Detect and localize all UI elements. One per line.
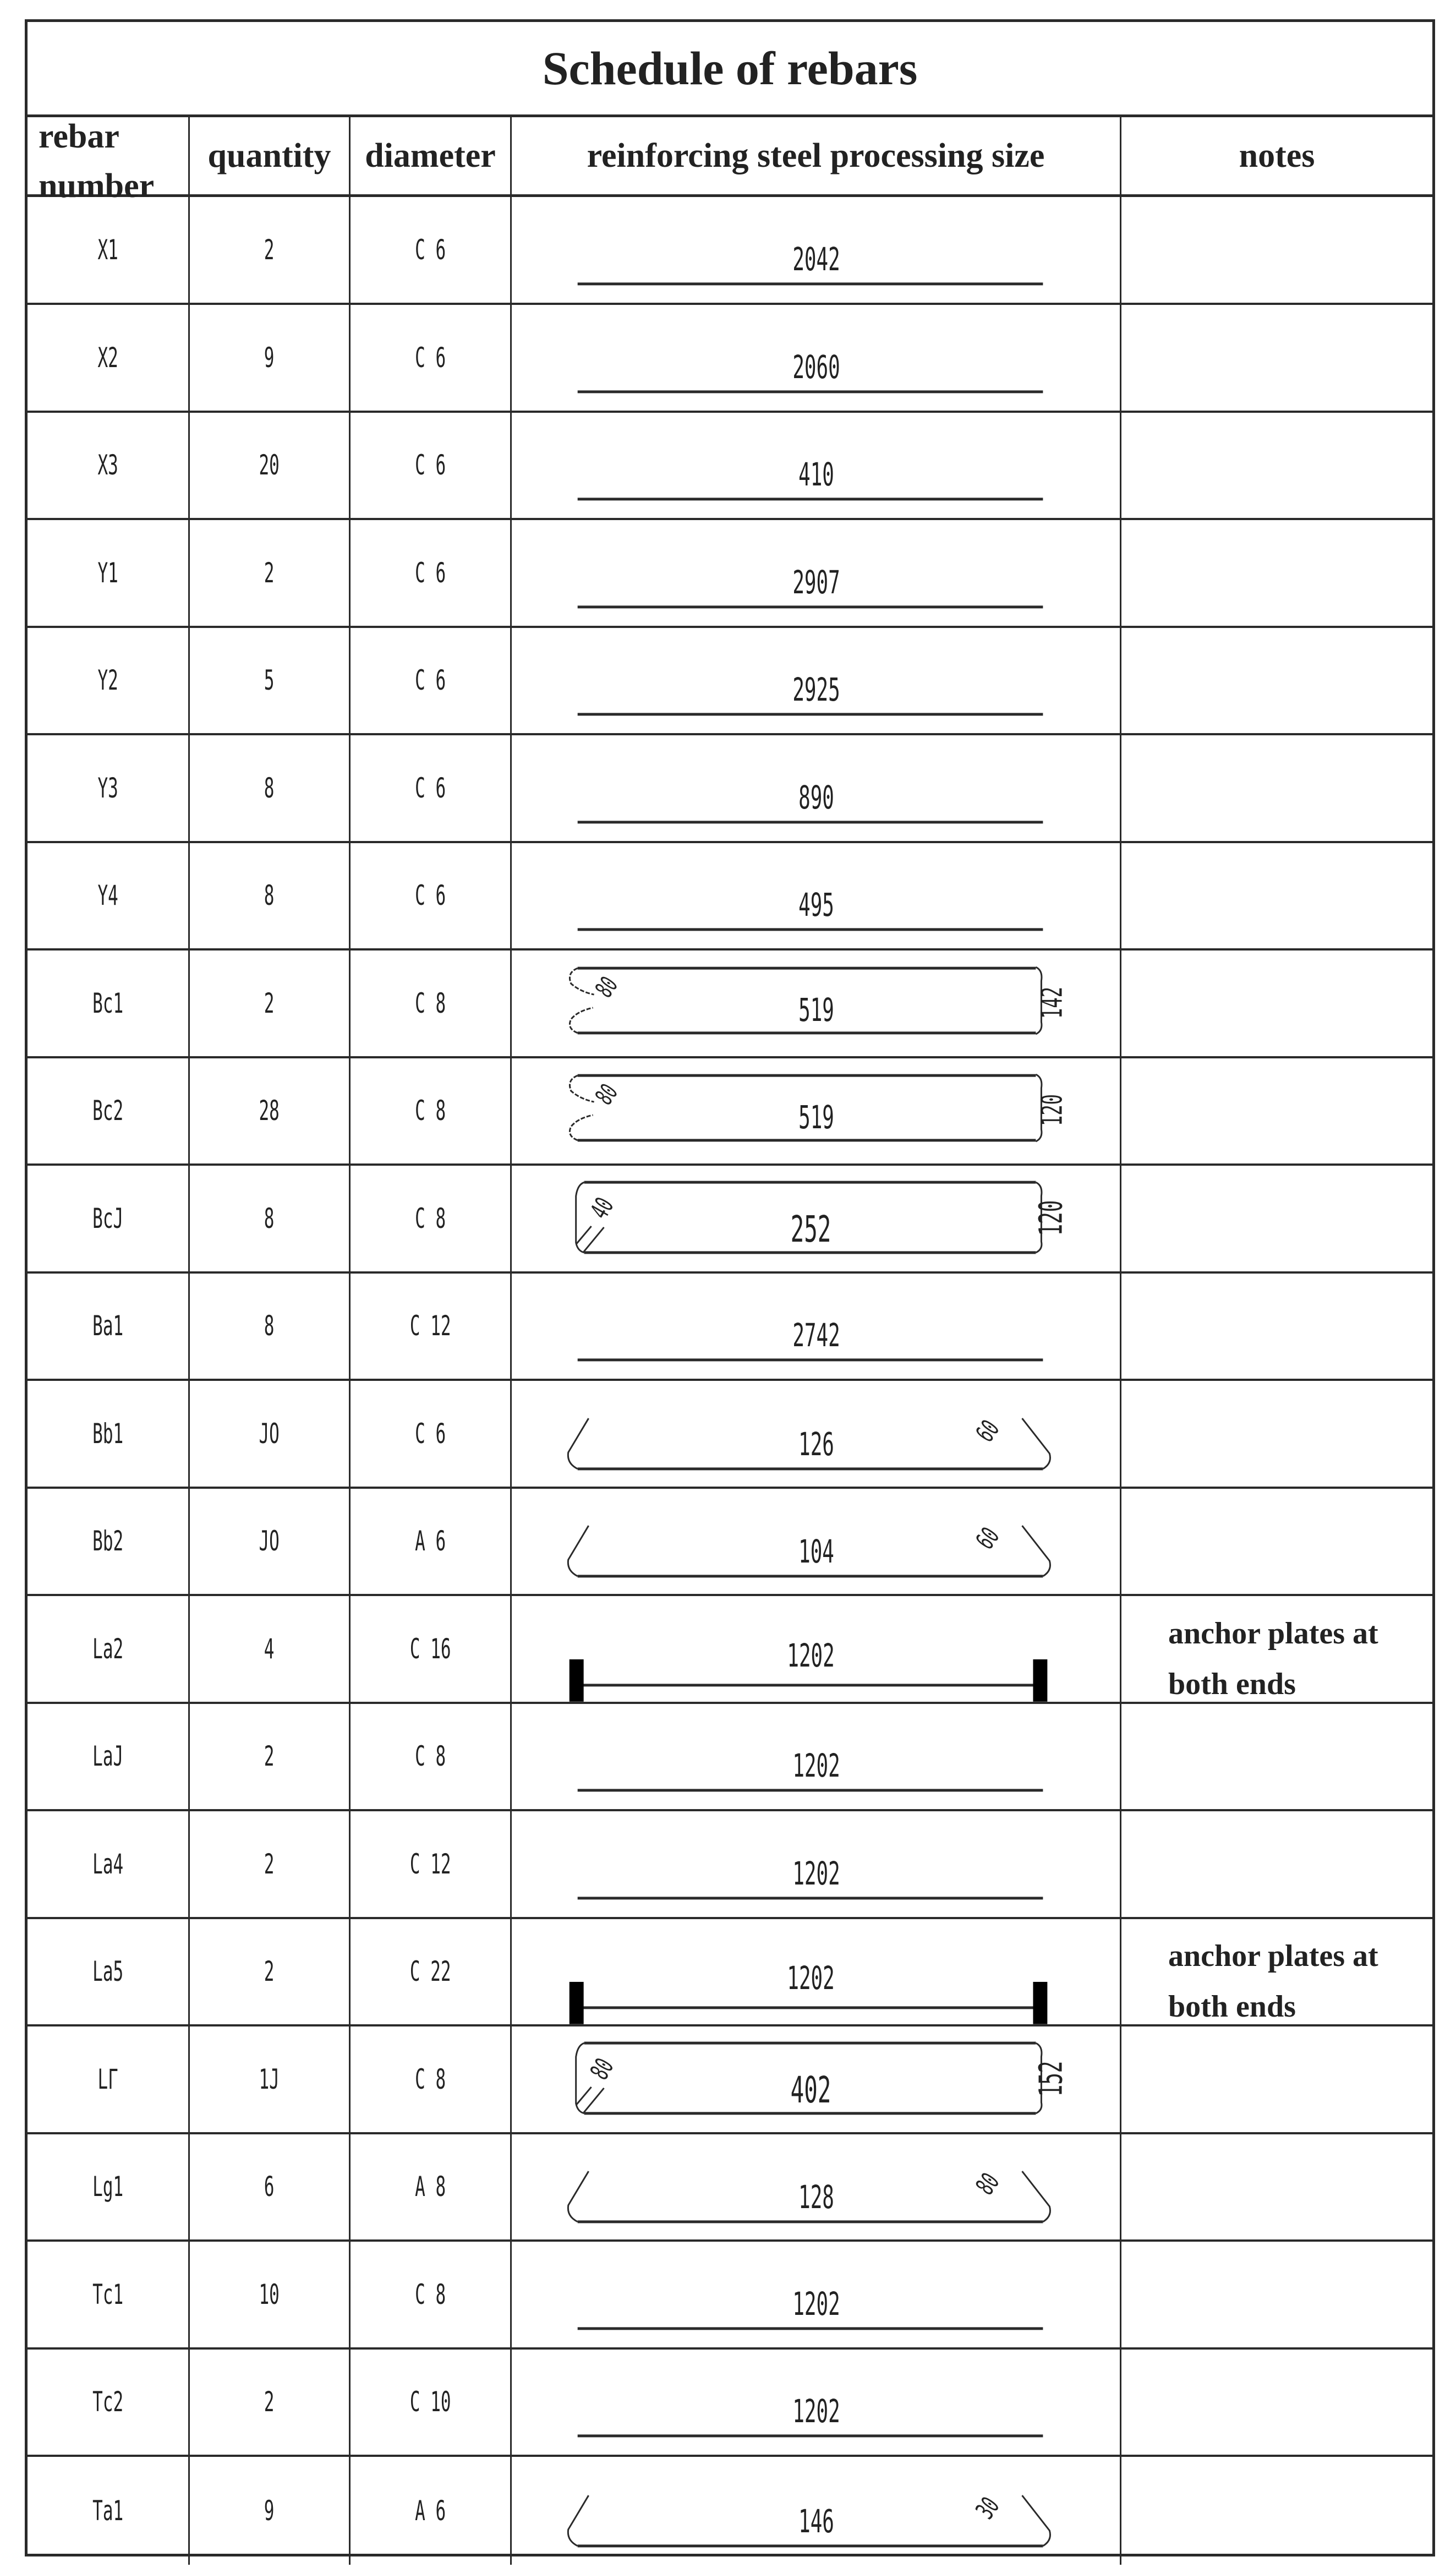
svg-text:152: 152: [1032, 2061, 1070, 2096]
cell-notes: [1121, 2134, 1432, 2239]
rebar-shape-straight: [512, 412, 1120, 518]
svg-text:126: 126: [798, 1425, 834, 1463]
cell-diameter: [351, 1273, 512, 1379]
cell-processing-size: [512, 1166, 1121, 1271]
cell-diameter: [351, 1811, 512, 1917]
cell-processing-size: [512, 197, 1121, 303]
cell-rebar-number: [28, 305, 190, 411]
cell-rebar-number-text: Bb1: [92, 1417, 123, 1450]
cell-quantity-text: 9: [264, 2494, 275, 2527]
cell-rebar-number-text: La5: [92, 1955, 123, 1987]
cell-processing-size: [512, 2026, 1121, 2132]
cell-notes: [1121, 843, 1432, 948]
svg-text:519: 519: [798, 991, 834, 1029]
cell-diameter-text: C 8: [415, 1095, 446, 1127]
cell-processing-size: [512, 2242, 1121, 2347]
svg-text:1202: 1202: [792, 1747, 840, 1785]
svg-text:142: 142: [1036, 986, 1069, 1019]
cell-quantity-text: 2: [264, 1848, 275, 1880]
cell-notes: [1121, 520, 1432, 626]
rebar-shape-stirrup-hook: [512, 950, 1120, 1056]
cell-diameter: [351, 1058, 512, 1163]
cell-diameter-text: C 6: [415, 772, 446, 804]
cell-rebar-number: [28, 627, 190, 733]
svg-text:519: 519: [798, 1099, 834, 1137]
table-row: [28, 2026, 1432, 2134]
cell-diameter-text: A 6: [415, 2494, 446, 2527]
cell-rebar-number-text: Y1: [97, 556, 118, 589]
table-row: [28, 1488, 1432, 1596]
cell-quantity: [190, 2134, 351, 2239]
cell-quantity: [190, 1919, 351, 2024]
svg-text:890: 890: [798, 779, 834, 816]
cell-processing-size: [512, 520, 1121, 626]
table-row: [28, 305, 1432, 413]
svg-text:128: 128: [798, 2179, 834, 2216]
cell-rebar-number: [28, 1703, 190, 1809]
cell-quantity: [190, 520, 351, 626]
table-row: [28, 1596, 1432, 1704]
cell-diameter: [351, 627, 512, 733]
cell-rebar-number: [28, 1273, 190, 1379]
cell-rebar-number-text: Bc1: [92, 987, 123, 1019]
cell-rebar-number-text: X2: [97, 341, 118, 374]
cell-notes: [1121, 2349, 1432, 2455]
cell-diameter: [351, 1919, 512, 2024]
cell-notes: anchor plates at both ends: [1168, 1616, 1378, 1701]
cell-rebar-number-text: LaJ: [92, 1740, 123, 1772]
svg-text:146: 146: [798, 2503, 834, 2540]
cell-diameter: [351, 1488, 512, 1594]
cell-quantity-text: 10: [259, 2278, 280, 2310]
svg-text:40: 40: [584, 1192, 620, 1223]
cell-diameter: [351, 2026, 512, 2132]
rebar-shape-anchor-plates: [512, 1919, 1120, 2024]
svg-text:2907: 2907: [792, 564, 840, 601]
table-row: [28, 843, 1432, 950]
cell-diameter-text: C 22: [409, 1955, 451, 1987]
svg-text:1202: 1202: [792, 2393, 840, 2430]
cell-rebar-number-text: X1: [97, 234, 118, 266]
cell-rebar-number-text: Ta1: [92, 2494, 123, 2527]
cell-rebar-number: [28, 1058, 190, 1163]
svg-text:80: 80: [589, 971, 623, 1003]
table-row: [28, 197, 1432, 305]
cell-quantity-text: JO: [259, 1417, 280, 1450]
cell-quantity: [190, 1703, 351, 1809]
svg-text:402: 402: [790, 2068, 831, 2111]
table-row: [28, 2457, 1432, 2565]
cell-processing-size: [512, 2134, 1121, 2239]
cell-quantity: [190, 305, 351, 411]
cell-quantity-text: JO: [259, 1525, 280, 1557]
cell-quantity: [190, 1166, 351, 1271]
cell-notes: [1121, 1166, 1432, 1271]
cell-quantity-text: 2: [264, 2386, 275, 2418]
rebar-shape-straight: [512, 735, 1120, 841]
svg-text:120: 120: [1032, 1200, 1070, 1236]
svg-text:1202: 1202: [792, 2285, 840, 2323]
svg-text:1202: 1202: [787, 1637, 835, 1674]
cell-rebar-number-text: La2: [92, 1632, 123, 1665]
cell-diameter-text: C 6: [415, 879, 446, 911]
cell-diameter: [351, 412, 512, 518]
rebar-shape-straight: [512, 2349, 1120, 2455]
cell-quantity: [190, 1488, 351, 1594]
svg-text:2060: 2060: [792, 348, 840, 386]
cell-diameter-text: C 8: [415, 2063, 446, 2095]
cell-rebar-number-text: BcJ: [92, 1202, 123, 1234]
cell-rebar-number: [28, 1596, 190, 1702]
cell-rebar-number-text: Bb2: [92, 1525, 123, 1557]
cell-quantity-text: 6: [264, 2171, 275, 2203]
cell-rebar-number: [28, 950, 190, 1056]
rebar-shape-stirrup-closed: [512, 1166, 1120, 1271]
cell-processing-size: [512, 1596, 1121, 1702]
cell-notes: anchor plates at both ends: [1168, 1939, 1378, 2024]
cell-notes: [1121, 1488, 1432, 1594]
cell-notes: [1121, 1273, 1432, 1379]
rebar-shape-straight: [512, 2242, 1120, 2347]
cell-quantity: [190, 2349, 351, 2455]
svg-text:104: 104: [798, 1533, 834, 1571]
table-row: [28, 2242, 1432, 2350]
header-rebar-number-line2: number: [39, 167, 155, 205]
cell-rebar-number: [28, 2457, 190, 2565]
cell-notes: [1121, 1058, 1432, 1163]
cell-rebar-number-text: Lg1: [92, 2171, 123, 2203]
cell-quantity: [190, 2242, 351, 2347]
cell-rebar-number: [28, 1488, 190, 1594]
rebar-shape-tie-hooks: [512, 1381, 1120, 1487]
cell-diameter: [351, 1381, 512, 1487]
cell-diameter-text: C 6: [415, 234, 446, 266]
svg-text:252: 252: [790, 1208, 831, 1250]
cell-processing-size: [512, 2349, 1121, 2455]
svg-text:2042: 2042: [792, 241, 840, 278]
cell-quantity: [190, 1596, 351, 1702]
table-row: [28, 1273, 1432, 1381]
svg-text:60: 60: [970, 1414, 1005, 1447]
cell-notes: [1121, 627, 1432, 733]
table-row: [28, 412, 1432, 520]
svg-text:1202: 1202: [792, 1855, 840, 1892]
cell-processing-size: [512, 305, 1121, 411]
cell-quantity: [190, 2457, 351, 2565]
table-title: Schedule of rebars: [28, 22, 1432, 117]
cell-diameter-text: C 8: [415, 987, 446, 1019]
cell-quantity: [190, 735, 351, 841]
cell-processing-size: [512, 1811, 1121, 1917]
table-row: [28, 2349, 1432, 2457]
svg-text:60: 60: [970, 1522, 1005, 1555]
table-row: [28, 950, 1432, 1058]
cell-rebar-number: [28, 1381, 190, 1487]
cell-diameter: [351, 1596, 512, 1702]
table-row: [28, 1811, 1432, 1919]
cell-quantity: [190, 950, 351, 1056]
cell-processing-size: [512, 1381, 1121, 1487]
cell-notes: [1121, 1703, 1432, 1809]
cell-quantity: [190, 1381, 351, 1487]
rebar-schedule-table: [25, 19, 1435, 2556]
cell-diameter: [351, 2457, 512, 2565]
cell-diameter: [351, 2134, 512, 2239]
cell-notes: [1121, 1381, 1432, 1487]
cell-rebar-number: [28, 735, 190, 841]
cell-processing-size: [512, 735, 1121, 841]
cell-diameter-text: C 6: [415, 449, 446, 481]
cell-rebar-number-text: Bc2: [92, 1095, 123, 1127]
cell-diameter-text: C 6: [415, 556, 446, 589]
cell-quantity-text: 28: [259, 1095, 280, 1127]
cell-diameter: [351, 2242, 512, 2347]
cell-processing-size: [512, 950, 1121, 1056]
cell-rebar-number: [28, 2242, 190, 2347]
cell-diameter: [351, 1703, 512, 1809]
svg-text:1202: 1202: [787, 1960, 835, 1997]
cell-quantity: [190, 1058, 351, 1163]
cell-rebar-number: [28, 843, 190, 948]
cell-diameter-text: A 8: [415, 2171, 446, 2203]
rebar-shape-straight: [512, 843, 1120, 948]
cell-quantity-text: 8: [264, 879, 275, 911]
header-diameter: diameter: [351, 117, 512, 197]
cell-rebar-number: [28, 1166, 190, 1271]
rebar-shape-tie-hooks: [512, 2457, 1120, 2565]
cell-rebar-number: [28, 1919, 190, 2024]
table-row: [28, 735, 1432, 843]
cell-notes: [1121, 735, 1432, 841]
cell-diameter: [351, 1166, 512, 1271]
cell-quantity-text: 8: [264, 772, 275, 804]
table-row: [28, 1919, 1432, 2026]
rebar-shape-straight: [512, 520, 1120, 626]
cell-notes: [1121, 412, 1432, 518]
table-row: [28, 2134, 1432, 2242]
cell-rebar-number-text: Tc2: [92, 2386, 123, 2418]
cell-rebar-number-text: Y4: [97, 879, 118, 911]
cell-quantity-text: 2: [264, 987, 275, 1019]
cell-notes: [1121, 305, 1432, 411]
header-processing-size: reinforcing steel processing size: [512, 117, 1121, 197]
cell-rebar-number: [28, 520, 190, 626]
cell-quantity: [190, 1273, 351, 1379]
cell-diameter: [351, 2349, 512, 2455]
cell-rebar-number-text: Ba1: [92, 1310, 123, 1342]
cell-rebar-number-text: LΓ: [97, 2063, 118, 2095]
cell-quantity: [190, 627, 351, 733]
svg-text:80: 80: [584, 2053, 620, 2084]
cell-rebar-number-text: X3: [97, 449, 118, 481]
cell-quantity-text: 8: [264, 1310, 275, 1342]
cell-quantity: [190, 843, 351, 948]
rebar-shape-straight: [512, 1273, 1120, 1379]
svg-text:410: 410: [798, 456, 834, 494]
svg-text:495: 495: [798, 887, 834, 924]
table-row: [28, 1058, 1432, 1166]
cell-notes: [1121, 2242, 1432, 2347]
cell-diameter-text: A 6: [415, 1525, 446, 1557]
cell-quantity-text: 9: [264, 341, 275, 374]
cell-notes: [1121, 950, 1432, 1056]
svg-text:2742: 2742: [792, 1317, 840, 1354]
cell-diameter-text: C 6: [415, 341, 446, 374]
cell-processing-size: [512, 1488, 1121, 1594]
header-rebar-number: [28, 117, 190, 205]
rebar-shape-stirrup-hook: [512, 1058, 1120, 1163]
header-notes: notes: [1121, 117, 1432, 197]
cell-notes: [1121, 2026, 1432, 2132]
rebar-shape-tie-hooks: [512, 1488, 1120, 1594]
cell-processing-size: [512, 1919, 1121, 2024]
cell-processing-size: [512, 1703, 1121, 1809]
cell-quantity-text: 20: [259, 449, 280, 481]
cell-rebar-number-text: La4: [92, 1848, 123, 1880]
table-row: [28, 520, 1432, 628]
cell-rebar-number: [28, 2026, 190, 2132]
cell-diameter-text: C 16: [409, 1632, 451, 1665]
cell-processing-size: [512, 1058, 1121, 1163]
cell-quantity: [190, 197, 351, 303]
cell-processing-size: [512, 1273, 1121, 1379]
cell-diameter: [351, 843, 512, 948]
cell-diameter: [351, 197, 512, 303]
cell-processing-size: [512, 412, 1121, 518]
cell-quantity-text: 2: [264, 1955, 275, 1987]
cell-quantity-text: 2: [264, 556, 275, 589]
cell-diameter-text: C 6: [415, 664, 446, 696]
cell-notes: [1121, 197, 1432, 303]
rebar-shape-straight: [512, 197, 1120, 303]
cell-rebar-number: [28, 197, 190, 303]
cell-quantity: [190, 2026, 351, 2132]
rebar-shape-straight: [512, 305, 1120, 411]
cell-diameter-text: C 8: [415, 1740, 446, 1772]
header-rebar-number-line1: rebar: [39, 118, 119, 155]
cell-quantity-text: 4: [264, 1632, 275, 1665]
cell-rebar-number: [28, 412, 190, 518]
cell-quantity-text: 1J: [259, 2063, 280, 2095]
header-quantity: quantity: [190, 117, 351, 197]
cell-diameter-text: C 8: [415, 1202, 446, 1234]
cell-diameter-text: C 12: [409, 1848, 451, 1880]
rebar-shape-straight: [512, 1703, 1120, 1809]
cell-quantity-text: 2: [264, 234, 275, 266]
cell-notes: [1121, 1811, 1432, 1917]
svg-text:2925: 2925: [792, 671, 840, 709]
cell-rebar-number: [28, 2349, 190, 2455]
table-row: [28, 1381, 1432, 1489]
svg-text:80: 80: [970, 2167, 1005, 2200]
cell-rebar-number: [28, 1811, 190, 1917]
rebar-shape-stirrup-closed: [512, 2026, 1120, 2132]
svg-text:30: 30: [970, 2492, 1005, 2524]
cell-quantity-text: 8: [264, 1202, 275, 1234]
cell-quantity: [190, 412, 351, 518]
cell-quantity-text: 5: [264, 664, 275, 696]
table-row: [28, 627, 1432, 735]
cell-diameter-text: C 12: [409, 1310, 451, 1342]
table-row: [28, 1703, 1432, 1811]
rebar-shape-tie-hooks: [512, 2134, 1120, 2239]
cell-quantity: [190, 1811, 351, 1917]
svg-text:120: 120: [1036, 1094, 1069, 1127]
cell-rebar-number-text: Y3: [97, 772, 118, 804]
cell-quantity-text: 2: [264, 1740, 275, 1772]
rebar-shape-straight: [512, 1811, 1120, 1917]
cell-diameter-text: C 6: [415, 1417, 446, 1450]
table-row: [28, 1166, 1432, 1274]
rebar-shape-anchor-plates: [512, 1596, 1120, 1702]
cell-diameter: [351, 950, 512, 1056]
rebar-shape-straight: [512, 627, 1120, 733]
cell-notes: [1121, 2457, 1432, 2565]
cell-diameter: [351, 520, 512, 626]
cell-rebar-number-text: Y2: [97, 664, 118, 696]
cell-diameter: [351, 735, 512, 841]
cell-diameter-text: C 8: [415, 2278, 446, 2310]
cell-rebar-number: [28, 2134, 190, 2239]
cell-diameter: [351, 305, 512, 411]
cell-processing-size: [512, 843, 1121, 948]
cell-diameter-text: C 10: [409, 2386, 451, 2418]
cell-processing-size: [512, 2457, 1121, 2565]
cell-processing-size: [512, 627, 1121, 733]
svg-text:80: 80: [589, 1079, 623, 1110]
cell-rebar-number-text: Tc1: [92, 2278, 123, 2310]
